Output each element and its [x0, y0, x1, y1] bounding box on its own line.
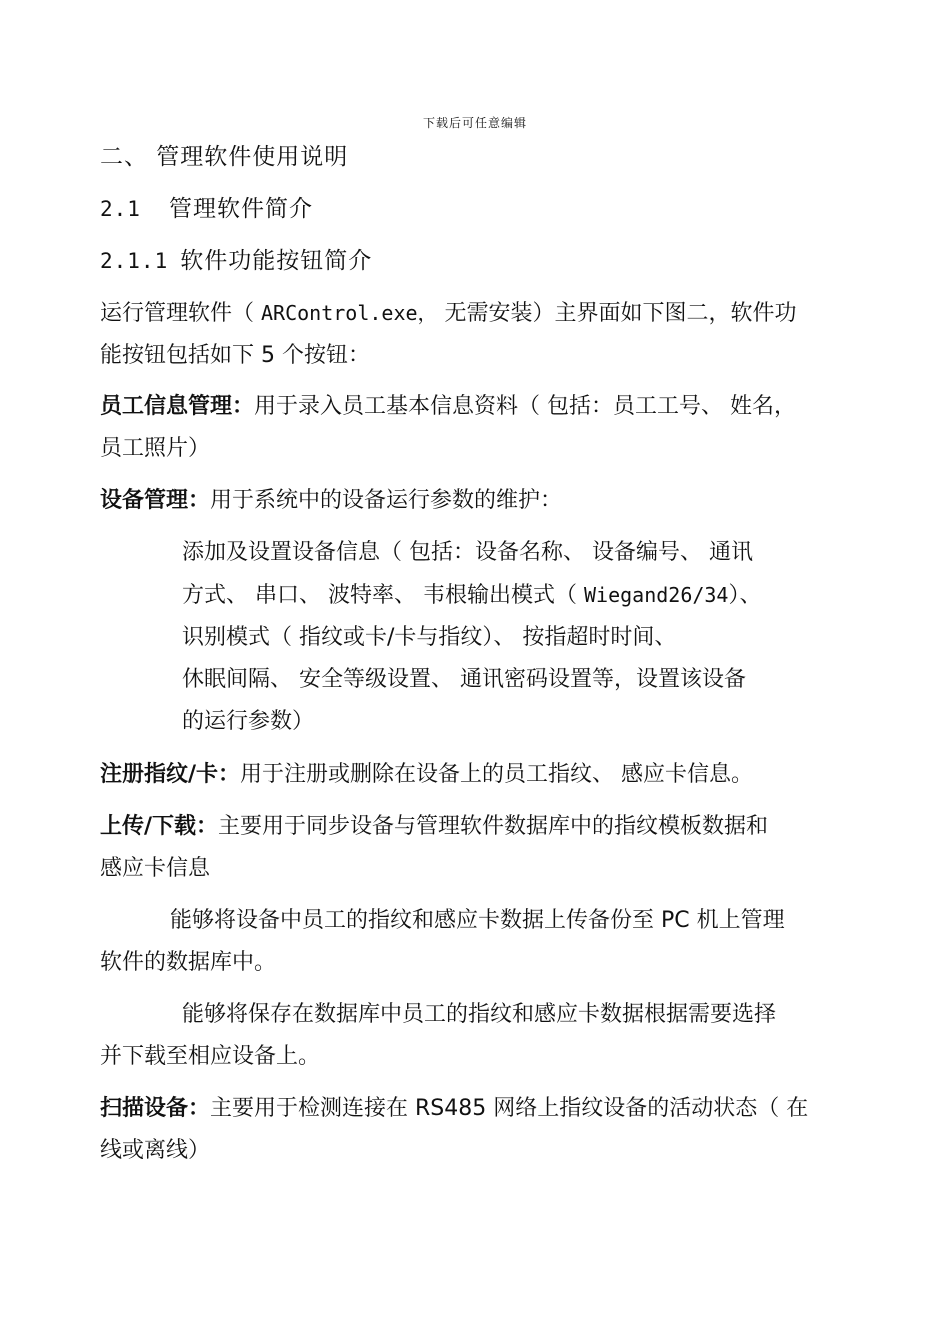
upload-paragraph — [100, 900, 820, 984]
subsubsection-heading — [100, 240, 820, 282]
employee-paragraph — [100, 386, 820, 470]
download-line-2: 并下载至相应设备上。 — [100, 1044, 321, 1069]
intro-line-1 — [100, 292, 820, 335]
register-text: 用于注册或删除在设备上的员工指纹、 感应卡信息。 — [240, 762, 754, 787]
section-title: 二、 管理软件使用说明 — [100, 144, 349, 170]
device-detail-line-3: 识别模式（ 指纹或卡/卡与指纹）、 按指超时时间、 — [182, 625, 677, 650]
employee-line-2: 员工照片） — [100, 436, 211, 461]
subsection-title: 管理软件简介 — [168, 196, 313, 222]
transfer-line-1 — [100, 806, 820, 848]
device-detail-line-2 — [182, 574, 802, 617]
device-detail-line-1: 添加及设置设备信息（ 包括：设备名称、 设备编号、 通讯 — [182, 540, 753, 565]
device-paragraph — [100, 480, 820, 522]
transfer-term: 上传/下载： — [100, 814, 219, 839]
device-text: 用于系统中的设备运行参数的维护： — [210, 488, 563, 513]
subsection-number: 2.1 — [100, 197, 141, 221]
section-heading — [100, 136, 820, 178]
intro-text: 无需安装）主界面如下图二，软件功 — [437, 301, 797, 326]
scan-line-2: 线或离线） — [100, 1138, 211, 1163]
employee-line-1 — [100, 386, 820, 428]
subsection-heading — [100, 188, 820, 230]
download-line-1: 能够将保存在数据库中员工的指纹和感应卡数据根据需要选择 — [182, 1002, 777, 1027]
subsubsection-title: 软件功能按钮简介 — [180, 248, 373, 274]
transfer-paragraph — [100, 806, 820, 890]
register-paragraph — [100, 754, 820, 796]
intro-filename: ARControl.exe， — [261, 301, 438, 325]
device-detail-text: 方式、 串口、 波特率、 韦根输出模式（ — [182, 583, 584, 608]
register-term: 注册指纹/卡： — [100, 762, 241, 787]
device-detail-line-5: 的运行参数） — [182, 709, 315, 734]
header-note: 下载后可任意编辑 — [422, 116, 527, 130]
download-paragraph — [100, 994, 820, 1078]
employee-term: 员工信息管理： — [100, 394, 255, 419]
upload-line-2: 软件的数据库中。 — [100, 950, 277, 975]
transfer-text: 主要用于同步设备与管理软件数据库中的指纹模板数据和 — [218, 814, 769, 839]
register-line-1 — [100, 754, 820, 796]
scan-line-1 — [100, 1088, 820, 1130]
device-detail-block — [182, 532, 802, 743]
device-term: 设备管理： — [100, 488, 211, 513]
device-line-1 — [100, 480, 820, 522]
scan-term: 扫描设备： — [100, 1096, 211, 1121]
scan-text: 主要用于检测连接在 RS485 网络上指纹设备的活动状态（ 在 — [210, 1096, 809, 1121]
intro-paragraph — [100, 292, 820, 377]
device-detail-text: ）、 — [728, 583, 762, 608]
subsubsection-number: 2.1.1 — [100, 249, 169, 273]
intro-text: 运行管理软件（ — [100, 301, 261, 326]
device-detail-line-4: 休眠间隔、 安全等级设置、 通讯密码设置等，设置该设备 — [182, 667, 746, 692]
employee-text: 用于录入员工基本信息资料（ 包括：员工工号、 姓名， — [254, 394, 797, 419]
wiegand-label: Wiegand26/34 — [583, 583, 729, 607]
scan-paragraph — [100, 1088, 820, 1172]
upload-line-1: 能够将设备中员工的指纹和感应卡数据上传备份至 PC 机上管理 — [170, 908, 785, 933]
transfer-line-2: 感应卡信息 — [100, 856, 211, 881]
intro-line-2: 能按钮包括如下 5 个按钮： — [100, 343, 370, 368]
